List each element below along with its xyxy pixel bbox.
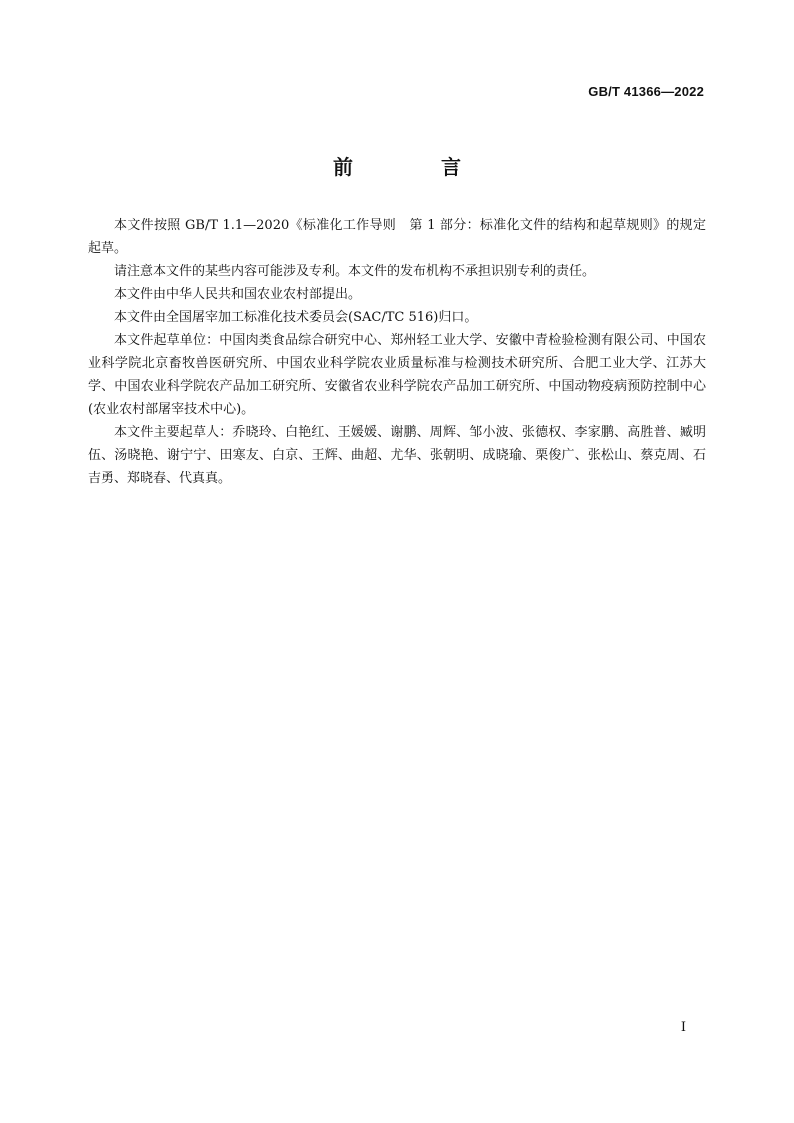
page-title: 前 言 [333, 155, 495, 179]
paragraph-drafting-units: 本文件起草单位：中国肉类食品综合研究中心、郑州轻工业大学、安徽中青检验检测有限公司、中国农业科学院北京畜牧兽医研究所、中国农业科学院农业质量标准与检测技术研究所、合肥工业大学、江苏大学、中国农业科学院农产品加工研究所、安徽省农业科学院农产品加工研究所、中国动物疫病预防控制中心(农业农村部屠宰技术中心)。 [88, 333, 706, 417]
foreword-body [88, 214, 706, 490]
paragraph-drafters: 本文件主要起草人：乔晓玲、白艳红、王媛媛、谢鹏、周辉、邹小波、张德权、李家鹏、高胜普、臧明伍、汤晓艳、谢宁宁、田寒友、白京、王辉、曲超、尤华、张朝明、成晓瑜、栗俊广、张松山、蔡克周、石吉勇、郑晓春、代真真。 [88, 425, 706, 486]
paragraph-proposer: 本文件由中华人民共和国农业农村部提出。 [114, 287, 362, 302]
paragraph-patent-notice: 请注意本文件的某些内容可能涉及专利。本文件的发布机构不承担识别专利的责任。 [114, 264, 596, 279]
paragraph-drafting-rules: 本文件按照 GB/T 1.1—2020《标准化工作导则 第 1 部分：标准化文件的结构和起草规则》的规定起草。 [88, 218, 706, 256]
page-number: I [680, 1020, 686, 1035]
paragraph-technical-committee: 本文件由全国屠宰加工标准化技术委员会(SAC/TC 516)归口。 [114, 310, 478, 325]
standard-number: GB/T 41366—2022 [588, 84, 704, 99]
